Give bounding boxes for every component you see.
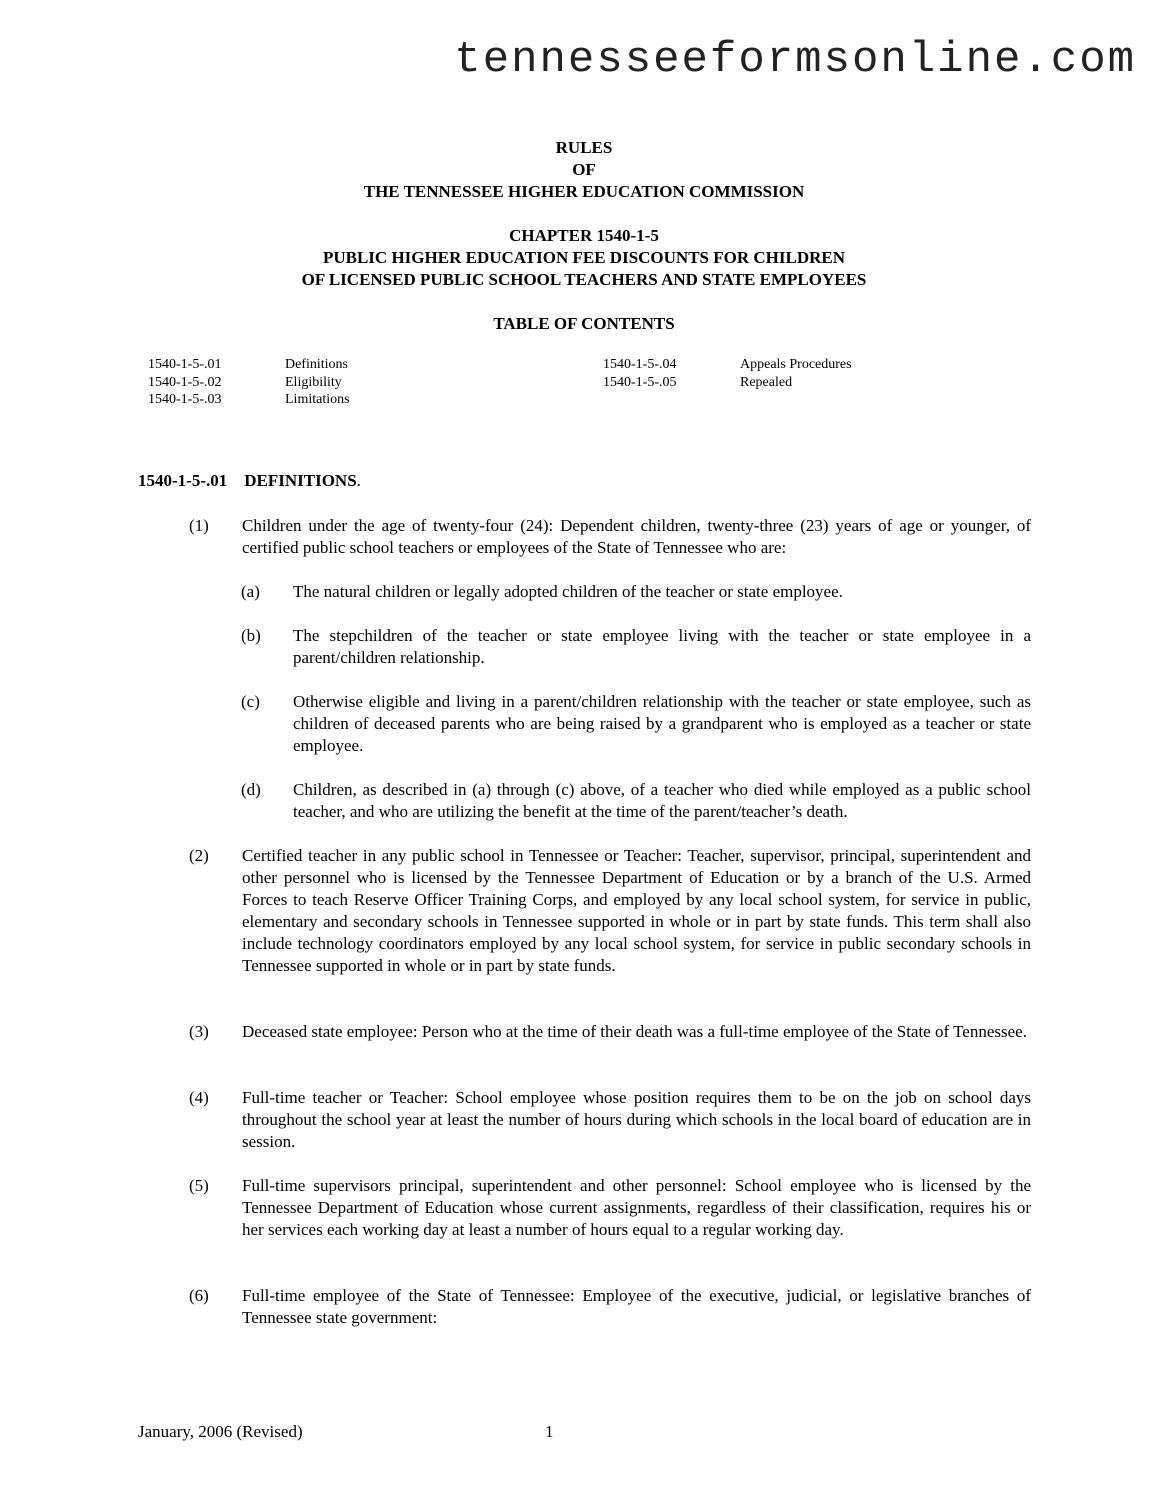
item-text: Full-time teacher or Teacher: School employee whose position requires them to be on the job on school days throughout the school year at least the number of hours during which schools in the local board of education are in session. [242, 1088, 1031, 1151]
toc-title: Limitations [285, 392, 350, 407]
item-label: (d) [241, 780, 261, 799]
toc-left-column [148, 356, 350, 409]
toc-entry [148, 391, 350, 409]
rules-heading: RULES [555, 138, 613, 157]
item-text: Children under the age of twenty-four (24): Dependent children, twenty-three (23) years of age or younger, of certified public school teachers or employees of the State of Tennessee who are: [242, 516, 1031, 557]
definition-item [189, 1087, 1031, 1153]
rules-of: OF [572, 160, 596, 179]
sub-item [241, 779, 1031, 823]
item-label: (3) [189, 1022, 209, 1041]
item-label: (5) [189, 1176, 209, 1195]
item-label: (4) [189, 1088, 209, 1107]
definition-item [189, 845, 1031, 977]
section-number: 1540-1-5-.01 [138, 471, 228, 490]
item-label: (a) [241, 582, 260, 601]
section-title: DEFINITIONS [244, 471, 357, 490]
toc-entry [148, 356, 350, 374]
item-text: Otherwise eligible and living in a parent/children relationship with the teacher or state employee, such as children of deceased parents who are being raised by a grandparent who is employed as a teacher or state employee. [293, 692, 1031, 755]
item-text: Deceased state employee: Person who at the time of their death was a full-time employee of the State of Tennessee. [242, 1022, 1027, 1041]
section-heading [138, 470, 361, 492]
toc-number: 1540-1-5-.01 [148, 357, 222, 372]
chapter-number: CHAPTER 1540-1-5 [509, 226, 659, 245]
commission-name: THE TENNESSEE HIGHER EDUCATION COMMISSION [363, 182, 805, 201]
toc-number: 1540-1-5-.05 [603, 374, 677, 390]
toc-title: Definitions [285, 357, 348, 372]
item-label: (6) [189, 1286, 209, 1305]
sub-item [241, 625, 1031, 669]
definition-item [189, 515, 1031, 559]
toc-title: Repealed [740, 374, 793, 390]
toc-entry [603, 356, 852, 374]
item-label: (c) [241, 692, 260, 711]
item-text: The stepchildren of the teacher or state employee living with the teacher or state employee in a parent/children relationship. [293, 626, 1031, 667]
item-label: (1) [189, 516, 209, 535]
item-text: Full-time employee of the State of Tennessee: Employee of the executive, judicial, or legislative branches of Tennessee state government: [242, 1286, 1031, 1327]
definition-item [189, 1175, 1031, 1241]
toc-entry [148, 374, 350, 392]
item-text: The natural children or legally adopted children of the teacher or state employee. [293, 582, 843, 601]
toc-number: 1540-1-5-.02 [148, 374, 222, 390]
toc-entry [603, 374, 852, 392]
item-label: (b) [241, 626, 261, 645]
toc-right-column [603, 356, 852, 391]
sub-item [241, 581, 1031, 603]
toc-heading: TABLE OF CONTENTS [493, 314, 675, 333]
toc-number: 1540-1-5-.03 [148, 392, 222, 407]
item-text: Children, as described in (a) through (c) above, of a teacher who died while employed as a public school teacher, and who are utilizing the benefit at the time of the parent/teacher’s death. [293, 780, 1031, 821]
page-number: 1 [545, 1422, 554, 1441]
sub-item [241, 691, 1031, 757]
definition-item [189, 1021, 1031, 1043]
toc-title: Appeals Procedures [740, 357, 852, 372]
chapter-title-line2: OF LICENSED PUBLIC SCHOOL TEACHERS AND STATE EMPLOYEES [301, 270, 867, 289]
section-period: . [356, 471, 361, 490]
toc-number: 1540-1-5-.04 [603, 357, 677, 372]
item-text: Full-time supervisors principal, superintendent and other personnel: School employee who is licensed by the Tennessee Department of Education whose current assignments, regardless of their classification, requires his or her services each working day at least a number of hours equal to a regular working day. [242, 1176, 1031, 1239]
chapter-title-line1: PUBLIC HIGHER EDUCATION FEE DISCOUNTS FOR CHILDREN [322, 248, 846, 267]
item-label: (2) [189, 846, 209, 865]
definition-item [189, 1285, 1031, 1329]
watermark: tennesseeformsonline.com [454, 35, 1136, 85]
item-text: Certified teacher in any public school in Tennessee or Teacher: Teacher, supervisor, principal, superintendent and other personnel who is licensed by the Tennessee Department of Education or by a branch of the U.S. Armed Forces to teach Reserve Officer Training Corps, and employed by any local school system, for service in public, elementary and secondary schools in Tennessee supported in whole or in part by state funds. This term shall also include technology coordinators employed by any local school system, for service in public secondary schools in Tennessee supported in whole or in part by state funds. [242, 846, 1031, 975]
toc-title: Eligibility [285, 374, 342, 390]
footer-date: January, 2006 (Revised) [138, 1422, 303, 1441]
